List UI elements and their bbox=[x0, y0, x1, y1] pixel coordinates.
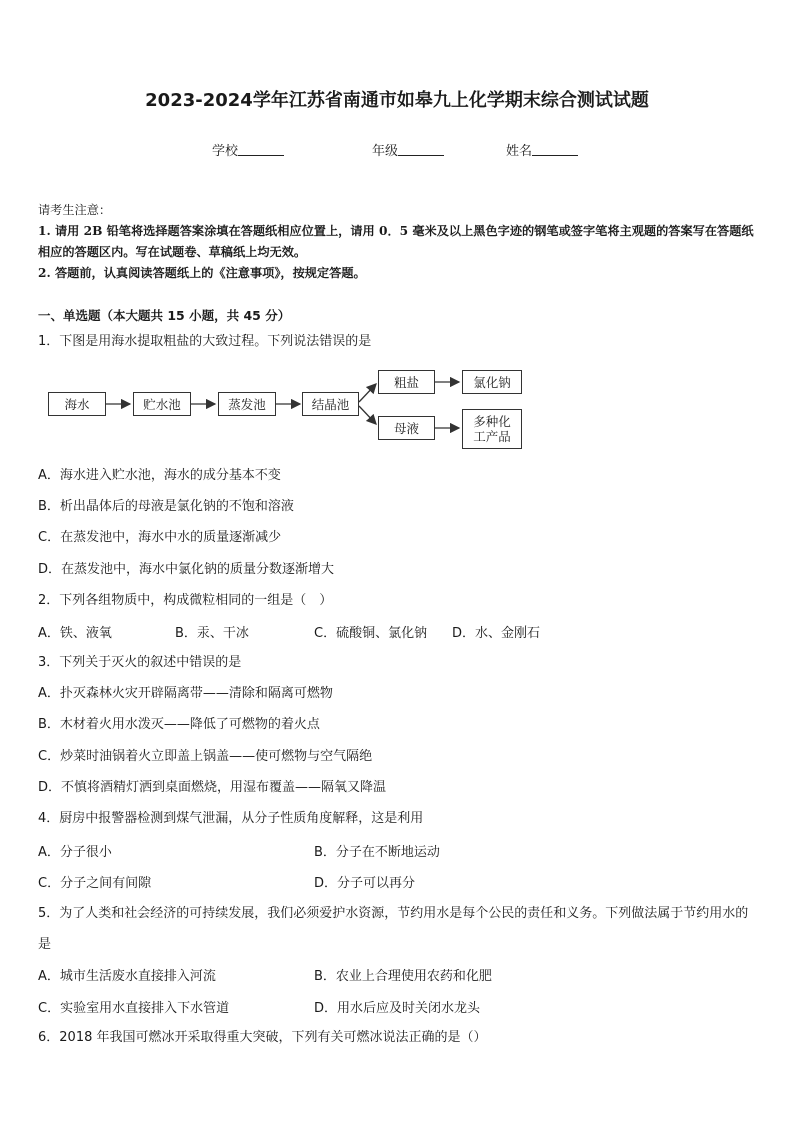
box-crude-salt: 粗盐 bbox=[378, 370, 435, 394]
arrow-4 bbox=[359, 384, 376, 402]
q3-option-c: C．炒菜时油锅着火立即盖上锅盖——使可燃物与空气隔绝 bbox=[38, 749, 373, 764]
box-seawater: 海水 bbox=[48, 392, 106, 416]
school-blank bbox=[238, 143, 284, 156]
q2-option-b: B．汞、干冰 bbox=[175, 626, 249, 641]
q1-option-c: C．在蒸发池中，海水中水的质量逐渐减少 bbox=[38, 530, 282, 545]
q3-option-b: B．木材着火用水泼灭——降低了可燃物的着火点 bbox=[38, 717, 320, 732]
q4-option-a: A．分子很小 bbox=[38, 845, 112, 860]
q6-stem: 6．2018 年我国可燃冰开采取得重大突破，下列有关可燃冰说法正确的是（） bbox=[38, 1030, 487, 1045]
q2-option-d: D．水、金刚石 bbox=[452, 626, 541, 641]
q4-option-c: C．分子之间有间隙 bbox=[38, 876, 152, 891]
box-evaporation-pool: 蒸发池 bbox=[218, 392, 276, 416]
q2-option-a: A．铁、液氧 bbox=[38, 626, 112, 641]
box-crystallization-pool: 结晶池 bbox=[302, 392, 359, 416]
flow-diagram bbox=[40, 364, 540, 454]
q1-option-d: D．在蒸发池中，海水中氯化钠的质量分数逐渐增大 bbox=[38, 562, 335, 577]
q3-option-d: D．不慎将酒精灯洒到桌面燃烧，用湿布覆盖——隔氧又降温 bbox=[38, 780, 387, 795]
school-field bbox=[212, 140, 284, 159]
q1-option-a: A．海水进入贮水池，海水的成分基本不变 bbox=[38, 468, 281, 483]
name-blank bbox=[532, 143, 578, 156]
q2-option-c: C．硫酸铜、氯化钠 bbox=[314, 626, 428, 641]
q3-stem: 3．下列关于灭火的叙述中错误的是 bbox=[38, 655, 242, 670]
section-heading: 一、单选题（本大题共 15 小题，共 45 分） bbox=[38, 308, 291, 323]
school-label: 学校 bbox=[212, 144, 239, 159]
box-chemical-products bbox=[462, 409, 522, 449]
q3-option-a: A．扑灭森林火灾开辟隔离带——清除和隔离可燃物 bbox=[38, 686, 333, 701]
products-line-2: 工产品 bbox=[473, 429, 511, 444]
q4-stem: 4．厨房中报警器检测到煤气泄漏，从分子性质角度解释，这是利用 bbox=[38, 811, 424, 826]
notice-item-2: 2. 答题前，认真阅读答题纸上的《注意事项》，按规定答题。 bbox=[38, 266, 366, 280]
arrow-5 bbox=[359, 406, 376, 424]
box-sodium-chloride: 氯化钠 bbox=[462, 370, 522, 394]
products-line-1: 多种化 bbox=[473, 414, 511, 429]
box-storage-pool: 贮水池 bbox=[133, 392, 191, 416]
q5-option-b: B．农业上合理使用农药和化肥 bbox=[314, 969, 492, 984]
q1-option-b: B．析出晶体后的母液是氯化钠的不饱和溶液 bbox=[38, 499, 294, 514]
page-title: 2023-2024学年江苏省南通市如皋九上化学期末综合测试试题 bbox=[145, 90, 649, 111]
q5-option-c: C．实验室用水直接排入下水管道 bbox=[38, 1001, 230, 1016]
notice-block bbox=[38, 200, 760, 284]
q5-option-d: D．用水后应及时关闭水龙头 bbox=[314, 1001, 481, 1016]
grade-blank bbox=[398, 143, 444, 156]
grade-field bbox=[372, 140, 444, 159]
notice-item-1: 1. 请用 2B 铅笔将选择题答案涂填在答题纸相应位置上，请用 0．5 毫米及以上黑色字迹的钢笔或签字笔将主观题的答案写在答题纸相应的答题区内。写在试题卷、草稿纸上均无效。 bbox=[38, 224, 754, 259]
q2-stem: 2．下列各组物质中，构成微粒相同的一组是（ ） bbox=[38, 593, 333, 608]
q5-stem: 5．为了人类和社会经济的可持续发展，我们必须爱护水资源，节约用水是每个公民的责任和义务。下列做法属于节约用水的是 bbox=[38, 906, 749, 952]
notice-head: 请考生注意： bbox=[38, 203, 112, 217]
name-field bbox=[506, 140, 578, 159]
q4-option-d: D．分子可以再分 bbox=[314, 876, 416, 891]
box-mother-liquor: 母液 bbox=[378, 416, 435, 440]
grade-label: 年级 bbox=[372, 144, 399, 159]
name-label: 姓名 bbox=[506, 144, 533, 159]
q4-option-b: B．分子在不断地运动 bbox=[314, 845, 440, 860]
q1-stem: 1．下图是用海水提取粗盐的大致过程。下列说法错误的是 bbox=[38, 334, 372, 349]
q5-option-a: A．城市生活废水直接排入河流 bbox=[38, 969, 216, 984]
